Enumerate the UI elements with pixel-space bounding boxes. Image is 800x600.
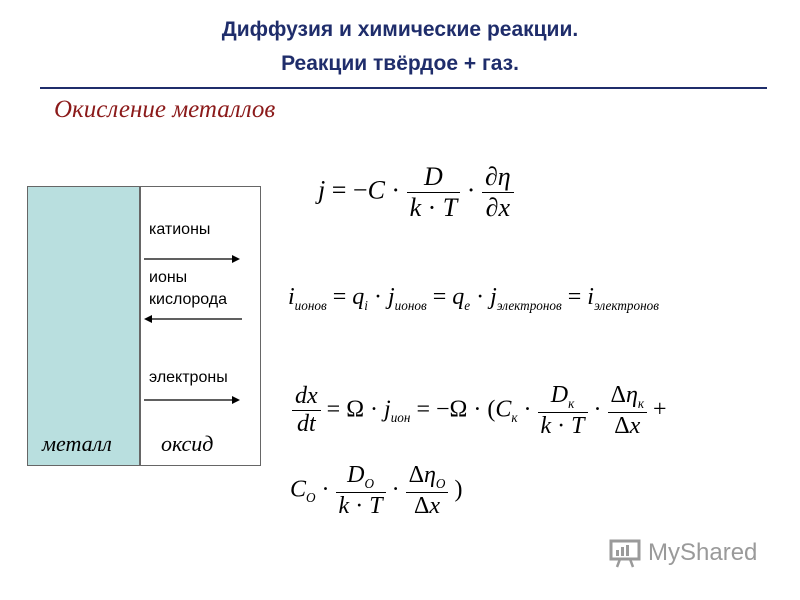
O-subscript: O — [435, 475, 446, 491]
electrons-subscript: электронов — [593, 297, 659, 313]
ions-subscript: ионов — [294, 297, 327, 313]
metal-label: металл — [42, 431, 112, 456]
presentation-board-icon — [608, 538, 642, 568]
cations-label: катионы — [149, 221, 211, 238]
oxygen-ions-label-line1: ионы — [149, 269, 188, 286]
oxide-label: оксид — [161, 431, 214, 456]
flux-equation: j = −C · $\frac{D}{k \cdot T}$ · $\frac{\partial\eta}{\partial x}$ — [318, 162, 514, 223]
O-subscript: O — [364, 475, 374, 491]
electrons-label: электроны — [149, 369, 228, 386]
section-subtitle: Окисление металлов — [54, 96, 276, 123]
O-subscript: O — [306, 490, 316, 506]
slide-title-line1: Диффузия и химические реакции. — [221, 18, 579, 41]
electrons-arrow-right — [144, 393, 240, 407]
k-subscript: к — [511, 410, 518, 426]
cations-arrow-right — [144, 252, 240, 266]
ion-subscript: ион — [390, 410, 411, 426]
oxygen-ions-arrow-left — [144, 312, 242, 326]
logo-text: MyShared — [648, 539, 758, 566]
current-equation: $i_{ионов} = q_i \cdot j_{ионов} = q_e \cdot j_{электронов} = i_{электронов}$ — [288, 284, 659, 313]
k-subscript: к — [637, 395, 645, 411]
k-subscript: к — [568, 395, 575, 411]
slide-title-line2: Реакции твёрдое + газ. — [281, 52, 519, 75]
myshared-logo[interactable] — [608, 537, 757, 569]
metal-layer — [27, 186, 140, 466]
ions-subscript: ионов — [394, 297, 427, 313]
growth-rate-equation: $\frac{dx}{dt}$ = $\Omega \cdot j_{ион} = -\Omega \cdot (C_к$ · $\frac{D_к}{k \cdot T}$ · $\frac{\Delta\eta_к}{\Delta x}$ + — [292, 382, 667, 440]
oxygen-ions-label-line2: кислорода — [149, 291, 228, 308]
electrons-subscript: электронов — [496, 297, 562, 313]
title-divider — [40, 87, 767, 89]
growth-rate-equation-cont: $C_O$ · $\frac{D_O}{k \cdot T}$ · $\frac{\Delta\eta_O}{\Delta x}$ ) — [290, 462, 463, 519]
